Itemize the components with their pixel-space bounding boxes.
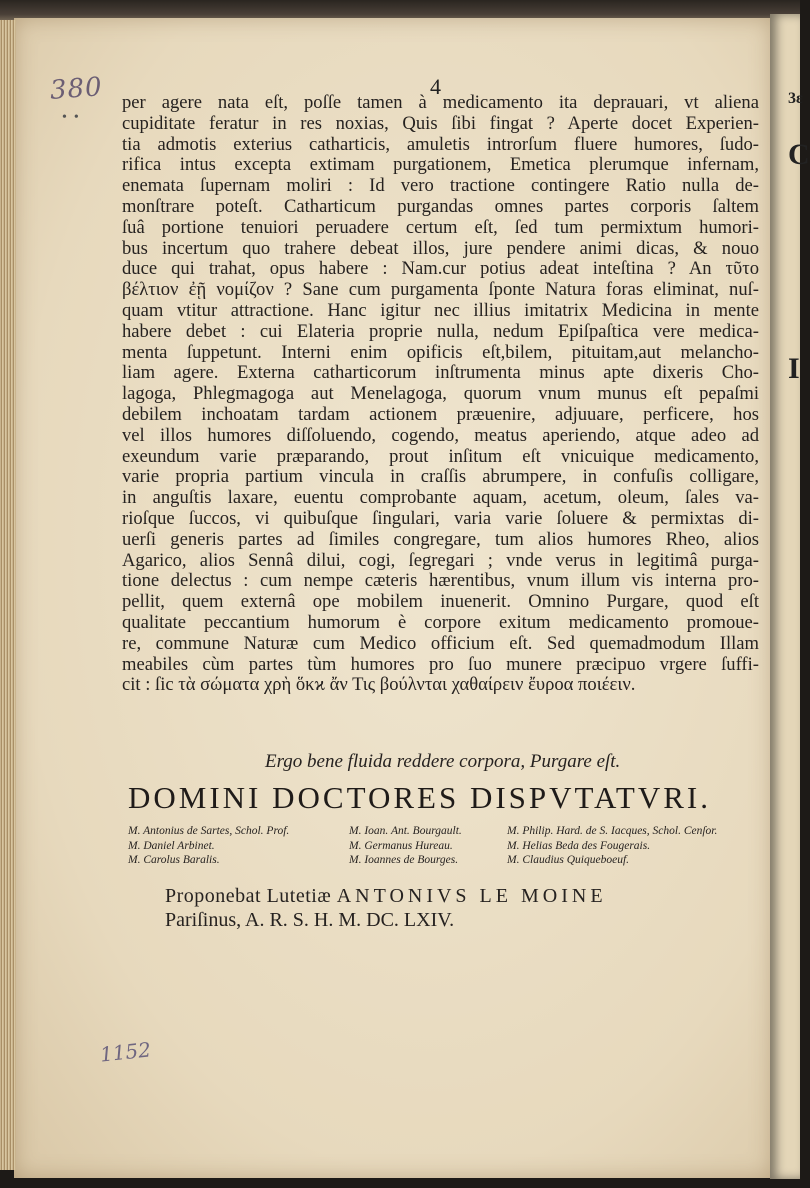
doctor-name: M. Helias Beda des Fougerais. (507, 839, 651, 852)
doctor-name: M. Ioan. Ant. Bourgault. (349, 825, 462, 837)
body-line: meabiles cùm partes tùm humores pro ſuo munere præcipuo vrgere ſuffi- (122, 653, 759, 675)
doctors-row (128, 839, 768, 854)
page-stack-edges (0, 20, 16, 1170)
doctors-row (128, 853, 768, 868)
doctor-name: M. Ioannes de Bourges. (349, 854, 459, 866)
body-line: quam vtitur attractione. Hanc igitur nec illius imitatrix Medicina in mente (122, 299, 759, 321)
body-line: cit : ſic τὰ σώματα χρὴ ὅκϰ ἄν Τις βούλνται χαθαίρειν ἔυροα ποιέειν. (122, 674, 636, 696)
body-line: liam agere. Externa catharticorum inſtrumenta minus apte dixeris Cho- (122, 362, 759, 384)
facing-page-glyph: 3ε (788, 90, 803, 107)
body-line: debilem inchoatam tardam actionem præuenire, adjuuare, perficere, hos (122, 403, 759, 425)
doctors-row (128, 824, 768, 839)
handwritten-mark: 1152 (98, 1037, 153, 1067)
body-line: Agarico, alios Sennâ dilui, cogi, ſegregari ; vnde verus in legitimâ purga- (122, 549, 759, 571)
respondent-name: ANTONIVS LE MOINE (336, 885, 607, 907)
body-line: duce qui trahat, opus habere : Nam.cur potius adeat inteſtina ? An τῦτο (122, 258, 759, 280)
body-line: cupiditate feratur in res noxias, Quis ſibi fingat ? Aperte docet Experien- (122, 112, 759, 134)
body-line: tione delectus : cum nempe cæteris hærentibus, vnum illum vis interna pro- (122, 570, 759, 592)
body-line: ſuâ portione tenuiori peruadere certum eſt, ſed tum permixtum humori- (122, 216, 759, 238)
folio-number: 4 (430, 74, 441, 99)
margin-dots: • • (62, 110, 79, 125)
body-line: in anguſtis laxare, euentu comprobante aquam, acetum, oleum, ſales va- (122, 487, 759, 509)
body-line: bus incertum quo trahere debeat illos, jure pendere animi dicas, & nouo (122, 237, 759, 259)
body-line: vel illos humores diſſoluendo, cogendo, meatus aperiendo, atque adeo ad (122, 424, 759, 446)
body-line: pellit, quem externâ ope mobilem inuenerit. Omnino Purgare, quod eſt (122, 591, 759, 613)
doctor-name: M. Claudius Quiqueboeuf. (507, 854, 630, 866)
body-line: uerſi generis partes ad ſimiles congregare, tum alios humores Rheo, alios (122, 528, 759, 550)
proponebat-line-2: Pariſinus, A. R. S. H. M. DC. LXIV. (165, 909, 455, 931)
facing-page-edge (770, 14, 800, 1179)
body-line: rifica intus excepta extimam purgationem, Emetica plerumque infernam, (122, 154, 759, 176)
body-line: enemata ſupernam moliri : Id vero tractione contingere Ratio nulla de- (122, 175, 759, 197)
body-text (122, 93, 759, 696)
body-line: monſtrare poteſt. Catharticum purgandas omnes partes corporis ſaltem (122, 195, 759, 217)
facing-page-glyph: C (788, 138, 810, 171)
body-line: menta ſuppetunt. Interni enim opificis eſt,bilem, pituitam,aut melancho- (122, 341, 759, 363)
body-line: βέλτιον ἐῇ νομίζον ? Sane cum purgamenta ſponte Natura foras eliminat, nuſ- (122, 279, 759, 301)
body-line: qualitate peccantium humorum è corpore exitum medicamento promoue- (122, 611, 759, 633)
facing-page-glyph: I (788, 352, 800, 385)
doctors-list (128, 824, 768, 868)
disputation-heading: DOMINI DOCTORES DISPVTATVRI. (128, 780, 711, 815)
handwritten-page-number: 380 (49, 72, 104, 106)
doctor-name: M. Philip. Hard. de S. Iacques, Schol. Cenſor. (507, 825, 718, 837)
body-line: lagoga, Phlegmagoga aut Menelagoga, quorum vnum munus eſt pepaſmi (122, 383, 759, 405)
motto: Ergo bene fluida reddere corpora, Purgare eſt. (265, 751, 621, 772)
body-line: per agere nata eſt, poſſe tamen à medicamento ita deprauari, vt aliena (122, 92, 759, 113)
body-line: rioſque ſuccos, vi quibuſque ſingulari, varia varie ſoluere & permixtas di- (122, 507, 759, 529)
proponebat-block (165, 884, 745, 932)
doctor-name: M. Antonius de Sartes, Schol. Prof. (128, 825, 290, 837)
doctor-name: M. Daniel Arbinet. (128, 839, 215, 852)
proponebat-prefix: Proponebat Lutetiæ (165, 885, 332, 907)
proponebat-line-1 (165, 884, 745, 908)
body-line: tia admotis exterius catharticis, amuletis introrſum fluere humores, ſudo- (122, 133, 759, 155)
doctor-name: M. Germanus Hureau. (349, 839, 453, 852)
body-line: varie propria partium vincula in craſſis abrumpere, in confuſis colligare, (122, 466, 759, 488)
body-line: exeundum varie præparando, prout inſitum eſt vnicuique medicamento, (122, 445, 759, 467)
doctor-name: M. Carolus Baralis. (128, 854, 220, 866)
body-line: habere debet : cui Elateria proprie nulla, nedum Epiſpaſtica vere medica- (122, 320, 759, 342)
body-line: re, commune Naturæ cum Medico officium eſt. Sed quemadmodum Illam (122, 632, 759, 654)
